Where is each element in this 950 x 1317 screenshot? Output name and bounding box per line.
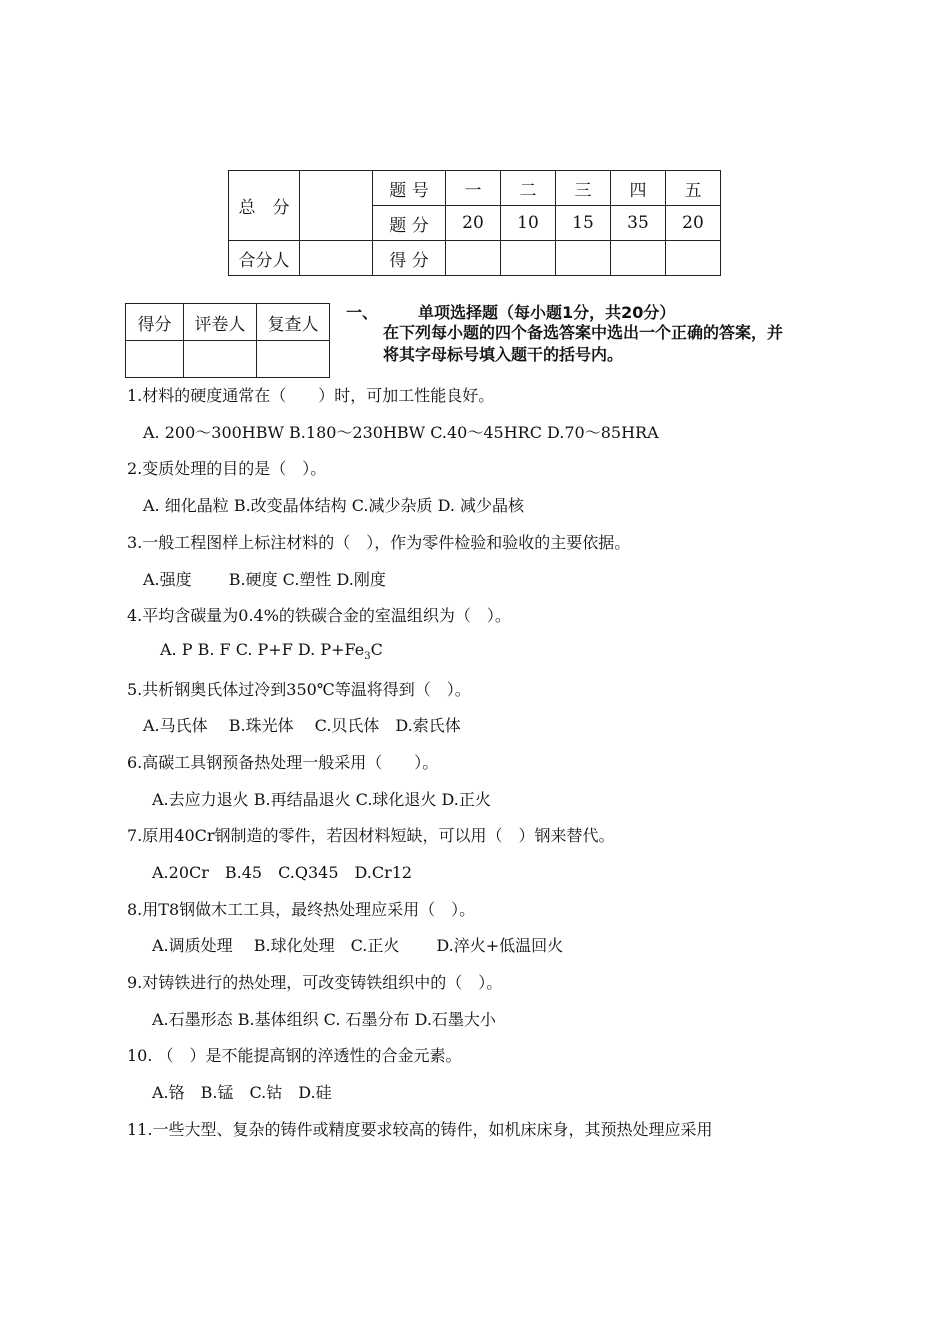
score-summary-table — [228, 170, 721, 276]
section-points: 15 — [556, 206, 611, 241]
section-score-cell[interactable] — [611, 241, 666, 276]
total-score-cell[interactable] — [300, 171, 373, 241]
question-stem: 6.高碳工具钢预备热处理一般采用（ ）。 — [127, 753, 439, 772]
combiner-label: 合分人 — [229, 241, 300, 276]
options-text: A. P B. F C. P+F D. P+Fe — [160, 640, 365, 659]
question-options: A.强度 B.硬度 C.塑性 D.刚度 — [143, 570, 386, 589]
grader-reviewer-cell[interactable] — [184, 341, 257, 378]
row-label-points: 题 分 — [373, 206, 446, 241]
section-heading — [346, 302, 675, 324]
section-points: 35 — [611, 206, 666, 241]
grader-header-checker: 复查人 — [257, 304, 330, 341]
grader-checker-cell[interactable] — [257, 341, 330, 378]
section-number: 一、 — [346, 303, 379, 322]
row-label-score: 得 分 — [373, 241, 446, 276]
question-stem: 11.一些大型、复杂的铸件或精度要求较高的铸件，如机床床身，其预热处理应采用 — [127, 1120, 713, 1139]
total-score-label: 总 分 — [229, 171, 300, 241]
section-no: 五 — [666, 171, 721, 206]
question-stem: 5.共析钢奥氏体过冷到350℃等温将得到（ ）。 — [127, 680, 471, 699]
question-stem: 1.材料的硬度通常在（ ）时，可加工性能良好。 — [127, 386, 495, 405]
row-label-question-no: 题 号 — [373, 171, 446, 206]
grader-table — [125, 303, 330, 378]
question-stem: 9.对铸铁进行的热处理，可改变铸铁组织中的（ ）。 — [127, 973, 503, 992]
grader-score-cell[interactable] — [126, 341, 184, 378]
question-options: A.铬 B.锰 C.钴 D.硅 — [152, 1083, 332, 1102]
question-stem: 4.平均含碳量为0.4%的铁碳合金的室温组织为（ ）。 — [127, 606, 511, 625]
subscript: 3 — [364, 651, 371, 663]
grader-header-score: 得分 — [126, 304, 184, 341]
question-options: A. 200～300HBW B.180～230HBW C.40～45HRC D.70～85HRA — [143, 423, 659, 442]
section-points: 20 — [446, 206, 501, 241]
options-text-end: C — [370, 640, 383, 659]
section-points: 20 — [666, 206, 721, 241]
section-title: 单项选择题（每小题1分，共20分） — [418, 303, 676, 322]
question-stem: 3.一般工程图样上标注材料的（ ），作为零件检验和验收的主要依据。 — [127, 533, 631, 552]
question-options: A.马氏体 B.珠光体 C.贝氏体 D.索氏体 — [143, 716, 461, 735]
grader-header-reviewer: 评卷人 — [184, 304, 257, 341]
question-stem: 10. （ ）是不能提高钢的淬透性的合金元素。 — [127, 1046, 462, 1065]
question-options — [160, 640, 383, 662]
section-score-cell[interactable] — [501, 241, 556, 276]
section-no: 三 — [556, 171, 611, 206]
question-stem: 7.原用40Cr钢制造的零件，若因材料短缺，可以用（ ）钢来替代。 — [127, 826, 615, 845]
section-no: 一 — [446, 171, 501, 206]
question-options: A.调质处理 B.球化处理 C.正火 D.淬火+低温回火 — [152, 936, 564, 955]
section-score-cell[interactable] — [556, 241, 611, 276]
question-options: A.去应力退火 B.再结晶退火 C.球化退火 D.正火 — [152, 790, 491, 809]
question-stem: 8.用T8钢做木工工具，最终热处理应采用（ ）。 — [127, 900, 476, 919]
section-score-cell[interactable] — [666, 241, 721, 276]
section-no: 四 — [611, 171, 666, 206]
question-options: A. 细化晶粒 B.改变晶体结构 C.减少杂质 D. 减少晶核 — [143, 496, 525, 515]
question-options: A.石墨形态 B.基体组织 C. 石墨分布 D.石墨大小 — [152, 1010, 496, 1029]
section-score-cell[interactable] — [446, 241, 501, 276]
section-no: 二 — [501, 171, 556, 206]
combiner-cell[interactable] — [300, 241, 373, 276]
section-points: 10 — [501, 206, 556, 241]
question-stem: 2.变质处理的目的是（ ）。 — [127, 459, 327, 478]
question-options: A.20Cr B.45 C.Q345 D.Cr12 — [152, 863, 413, 882]
section-instruction: 在下列每小题的四个备选答案中选出一个正确的答案，并将其字母标号填入题干的括号内。 — [383, 323, 784, 364]
